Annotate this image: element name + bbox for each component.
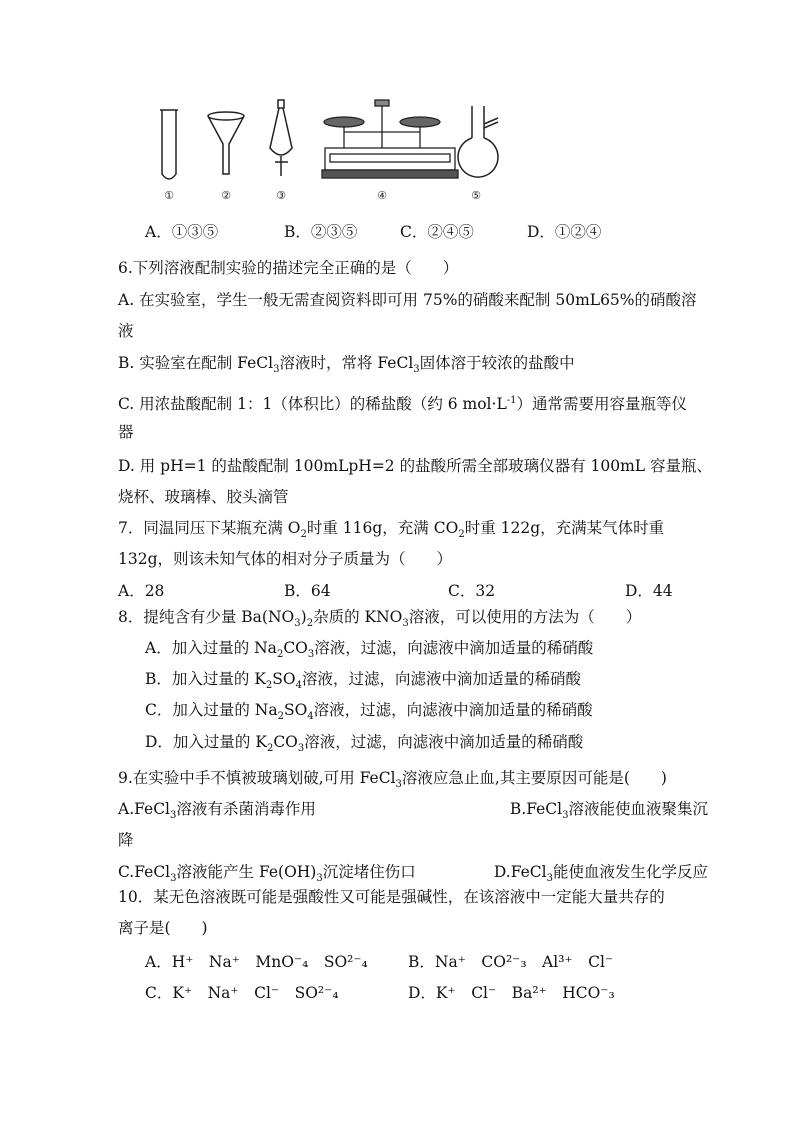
q5-option-c: C．②④⑤ — [400, 223, 474, 241]
figure-label-3: ③ — [276, 189, 286, 202]
q7-stem-line1: 7．同温同压下某瓶充满 $O_2$时重 116g，充满 $CO_2$时重 122g，充满某气体时重 — [118, 519, 665, 541]
q10-stem-line1: 10．某无色溶液既可能是强酸性又可能是强碱性，在该溶液中一定能大量共存的 — [118, 888, 665, 906]
q8-stem: 8．提纯含有少量 $Ba(NO_3)_2$杂质的 $KNO_3$溶液，可以使用的方法为（ ） — [118, 608, 642, 630]
q9-options-cd — [118, 862, 708, 889]
q9-option-d: D.FeCl$_3$能使血液发生化学反应 — [493, 863, 708, 885]
q6-option-a-line2: 液 — [118, 322, 134, 340]
q9-option-b: B.FeCl$_3$溶液能使血液聚集沉 — [509, 800, 708, 822]
test-tube-icon — [160, 110, 178, 179]
figure-label-1: ① — [164, 189, 174, 202]
q8-option-c: C．加入过量的 $Na_2SO_4$溶液，过滤，向滤液中滴加适量的稀硝酸 — [145, 701, 593, 723]
q10-option-d: D．K⁺ Cl⁻ Ba²⁺ HCO⁻₃ — [408, 984, 615, 1002]
q6-option-c-line2: 器 — [118, 423, 134, 441]
q5-option-d: D．①②④ — [527, 223, 602, 241]
lab-apparatus-figure — [150, 96, 510, 212]
figure-label-2: ② — [221, 189, 231, 202]
q5-option-a: A．①③⑤ — [145, 223, 219, 241]
q5-option-b: B．②③⑤ — [284, 223, 358, 241]
q6-option-a-line1: A. 在实验室，学生一般无需查阅资料即可用 75%的硝酸来配制 50mL65%的硝酸溶 — [118, 291, 697, 309]
q8-option-d: D．加入过量的 $K_2CO_3$溶液，过滤，向滤液中滴加适量的稀硝酸 — [145, 733, 584, 755]
q9-option-c: C.FeCl$_3$溶液能产生 $Fe(OH)_3$沉淀堵住伤口 — [118, 863, 416, 885]
q9-option-b-line2: 降 — [118, 831, 134, 849]
round-bottom-flask-icon — [458, 106, 498, 177]
balance-scale-icon — [322, 100, 458, 178]
q6-option-d-line2: 烧杯、玻璃棒、胶头滴管 — [118, 488, 289, 506]
separatory-funnel-icon — [270, 100, 292, 176]
q10-option-b: B．Na⁺ CO²⁻₃ Al³⁺ Cl⁻ — [408, 953, 614, 971]
q10-option-a: A．H⁺ Na⁺ MnO⁻₄ SO²⁻₄ — [145, 953, 368, 971]
q7-stem-line2: 132g，则该未知气体的相对分子质量为（ ） — [118, 550, 453, 568]
figure-label-5: ⑤ — [471, 189, 481, 202]
q9-options-ab — [118, 799, 708, 826]
q8-option-b: B．加入过量的 $K_2SO_4$溶液，过滤，向滤液中滴加适量的稀硝酸 — [145, 670, 581, 692]
q6-option-d-line1: D. 用 pH=1 的盐酸配制 100mLpH=2 的盐酸所需全部玻璃仪器有 100mL 容量瓶、 — [118, 457, 713, 475]
q10-option-c: C．K⁺ Na⁺ Cl⁻ SO²⁻₄ — [145, 984, 339, 1002]
q9-option-a: A.FeCl$_3$溶液有杀菌消毒作用 — [118, 800, 316, 822]
q7-option-a: A．28 — [118, 582, 165, 600]
q7-option-d: D．44 — [625, 582, 673, 600]
q6-option-b: B. 实验室在配制 FeCl$_3$溶液时，常将 FeCl$_3$固体溶于较浓的盐酸中 — [118, 354, 575, 376]
q7-option-c: C．32 — [448, 582, 496, 600]
q6-stem: 6.下列溶液配制实验的描述完全正确的是（ ） — [118, 259, 459, 277]
figure-label-4: ④ — [377, 189, 387, 202]
funnel-icon — [208, 112, 244, 174]
q10-stem-line2: 离子是( ) — [118, 919, 208, 937]
q9-stem: 9.在实验中手不慎被玻璃划破,可用 FeCl$_3$溶液应急止血,其主要原因可能是( ) — [118, 769, 667, 791]
q8-option-a: A．加入过量的 $Na_2CO_3$溶液，过滤，向滤液中滴加适量的稀硝酸 — [145, 639, 594, 661]
q6-option-c-line1: C. 用浓盐酸配制 1：1（体积比）的稀盐酸（约 6 $mol\cdot L^{-1}$）通常需要用容量瓶等仪 — [118, 395, 688, 414]
q7-option-b: B．64 — [284, 582, 331, 600]
